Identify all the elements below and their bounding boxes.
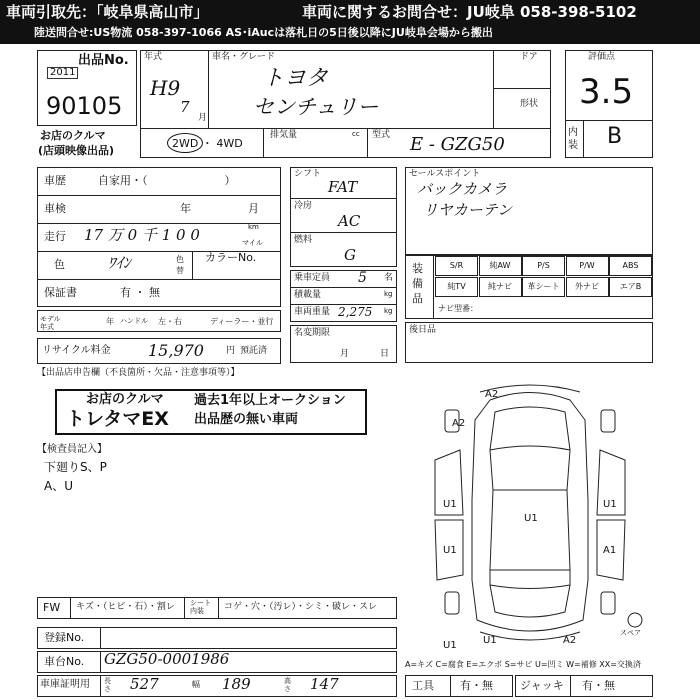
equipment-item: P/S (522, 256, 565, 276)
sales-point-1: バックカメラ (417, 180, 508, 198)
color-change-label: 色替 (176, 255, 184, 275)
mark-left-front-fender: A2 (452, 418, 466, 429)
height-label: 高さ (284, 677, 291, 693)
inspector-line2: A、U (44, 479, 73, 493)
sales-point-2: リヤカーテン (423, 201, 512, 219)
car-maker: トヨタ (262, 66, 329, 91)
fw-label: FW (43, 601, 61, 614)
banner-top: お店のクルマ (86, 392, 164, 407)
capacity-label: 乗車定員 (294, 273, 331, 283)
registration-label: 登録No. (44, 631, 85, 644)
interior-value: B (607, 124, 623, 149)
car-model: センチュリー (253, 95, 379, 119)
shape-label: 形状 (520, 99, 539, 109)
model-year-handle-opt: 左・右 (158, 317, 182, 326)
model-year-year: 年 (106, 317, 114, 326)
wheel-fr (601, 410, 615, 432)
recycle-unit: 円 (226, 346, 236, 356)
load-label: 積載量 (294, 290, 322, 300)
inspection-month: 月 (248, 202, 259, 215)
score-value: 3.5 (579, 72, 634, 112)
header-contact: 車両に関するお問合せ：JU岐阜 058-398-5102 (302, 3, 637, 21)
wheel-rr (601, 592, 615, 614)
model-code-label: 型式 (372, 130, 391, 140)
car-damage-diagram (405, 380, 655, 650)
year-month-unit: 月 (198, 113, 208, 123)
weight-value: 2,275 (338, 305, 373, 319)
shop-line2: (店頭映像出品) (38, 144, 115, 157)
equipment-item: 純ナビ (479, 277, 522, 297)
mark-right-front-door: U1 (603, 499, 617, 510)
report-label: 【出品店申告欄（不良箇所・欠品・注意事項等）】 (37, 368, 240, 378)
capacity-value: 5 (358, 270, 367, 286)
history-label: 車歴 (44, 174, 66, 187)
certificate-label: 車庫証明用 (40, 679, 90, 690)
car-hood (490, 407, 570, 450)
aircon-label: 冷房 (294, 201, 313, 211)
mark-right-rear-door: A1 (603, 545, 617, 556)
warranty-value: 有 ・ 無 (120, 286, 160, 299)
color-number-label: カラーNo. (205, 251, 257, 264)
car-roof (490, 490, 570, 570)
lot-year-tag: 2011 (47, 67, 78, 79)
name-label: 車名・グレード (212, 52, 276, 62)
score-label: 評価点 (588, 52, 616, 62)
load-unit: kg (384, 290, 393, 298)
jack-label: ジャッキ (520, 679, 564, 692)
seat-items: コゲ・穴・（汚レ）・シミ・破レ・スレ (224, 602, 378, 612)
lot-label: 出品No. (78, 53, 129, 68)
inspection-label: 車検 (44, 202, 66, 215)
equipment-item: 純AW (479, 256, 522, 276)
mileage-label: 走行 (44, 230, 66, 243)
banner-line2: 出品歴の無い車両 (194, 412, 299, 427)
length-value: 527 (130, 675, 159, 693)
interior-label: 内装 (568, 127, 578, 151)
year-value: H9 (150, 76, 181, 100)
spare-label: スペア (620, 629, 641, 637)
mark-rear-center: U1 (443, 640, 457, 650)
fw-items: キズ・（ヒビ・石）・割レ (76, 602, 175, 612)
displacement-unit: cc (352, 130, 360, 138)
width-label: 幅 (192, 680, 200, 689)
weight-unit: kg (384, 307, 393, 315)
tools-value: 有・無 (460, 679, 493, 692)
spare-tire-icon (628, 613, 642, 627)
model-year-dealer: ディーラー・並行 (210, 317, 274, 326)
chassis-value: GZG50-0001986 (104, 650, 230, 668)
shift-label: シフト (294, 169, 322, 179)
header-pickup: 車両引取先：「岐阜県高山市」 (6, 3, 209, 21)
history-value: 自家用・（ ） (98, 174, 236, 187)
width-value: 189 (222, 675, 251, 693)
mileage-unit-km: km (248, 223, 259, 231)
capacity-unit: 名 (384, 273, 394, 283)
mark-left-rear-door: U1 (443, 545, 457, 556)
mileage-unit-mile: マイル (242, 239, 263, 247)
fuel-label: 燃料 (294, 235, 313, 245)
mark-left-front-door: U1 (443, 499, 457, 510)
weight-label: 車両重量 (294, 307, 331, 317)
equipment-item: 純TV (435, 277, 478, 297)
navi-model-label: ナビ型番： (438, 304, 478, 313)
recycle-label: リサイクル料金 (42, 345, 111, 356)
year-label: 年式 (144, 52, 163, 62)
after-note-box (405, 322, 653, 363)
equipment-item: P/W (566, 256, 609, 276)
certificate-row (37, 675, 397, 697)
door-label: ドア (520, 52, 538, 62)
equipment-item: 革シート (522, 277, 565, 297)
recycle-deposit: 預託済 (240, 346, 268, 356)
shift-value: FAT (328, 178, 358, 196)
color-label: 色 (54, 258, 65, 271)
equipment-item: S/R (435, 256, 478, 276)
banner-brand: トレタマEX (66, 408, 169, 430)
color-value: ﾜｲﾝ (108, 254, 131, 272)
year-month: 7 (180, 98, 190, 116)
after-note-label: 後日品 (409, 325, 437, 335)
shop-line1: お店のクルマ (40, 129, 106, 142)
mark-front-bumper: A2 (485, 389, 499, 400)
height-value: 147 (310, 675, 339, 693)
drive-options: 2WD ・ 4WD (172, 137, 243, 150)
name-change-day: 日 (380, 349, 390, 359)
wheel-rl (445, 592, 459, 614)
damage-legend: A=キズ C=腐食 E=エクボ S=サビ U=凹ミ W=補修 XX=交換済 (405, 660, 641, 669)
equipment-item: ABS (609, 256, 652, 276)
inspector-line1: 下廻りS、P (44, 460, 107, 474)
recycle-value: 15,970 (148, 341, 204, 360)
car-body-outline (472, 393, 588, 632)
tools-label: 工具 (412, 679, 434, 692)
registration-row (37, 627, 397, 649)
car-trunk (490, 585, 570, 617)
model-code-value: E - GZG50 (410, 134, 505, 155)
sales-points-label: セールスポイント (409, 169, 481, 179)
header-transport: 陸送問合せ:US物流 058-397-1066 AS･iAucは落札日の5日後以降にJU岐阜会場から搬出 (34, 26, 493, 39)
mileage-value: 17 万 0 千 1 0 0 (84, 226, 200, 244)
name-change-month: 月 (340, 349, 350, 359)
lot-number: 90105 (46, 92, 123, 120)
length-label: 長さ (104, 677, 111, 693)
inspection-year: 年 (180, 202, 191, 215)
name-change-label: 名変期限 (294, 328, 331, 338)
model-year-label: モデル年式 (40, 315, 61, 331)
banner-line1: 過去1年以上オークション (194, 393, 346, 408)
equipment-item: 外ナビ (566, 277, 609, 297)
mark-rear-right: A2 (563, 635, 577, 646)
drive-selected-circle (167, 133, 203, 153)
mark-roof: U1 (524, 513, 538, 524)
chassis-label: 車台No. (44, 655, 85, 668)
equipment-item: エアB (609, 277, 652, 297)
model-year-handle: ハンドル (120, 317, 148, 325)
fuel-value: G (344, 246, 356, 264)
aircon-value: AC (338, 212, 361, 230)
mark-rear-left: U1 (483, 635, 497, 646)
equipment-label: 装備品 (412, 262, 423, 305)
inspector-label: 【検査員記入】 (37, 444, 107, 455)
displacement-label: 排気量 (270, 130, 298, 140)
jack-value: 有・無 (582, 679, 615, 692)
warranty-label: 保証書 (44, 286, 77, 299)
seat-label: シート内装 (190, 599, 211, 615)
